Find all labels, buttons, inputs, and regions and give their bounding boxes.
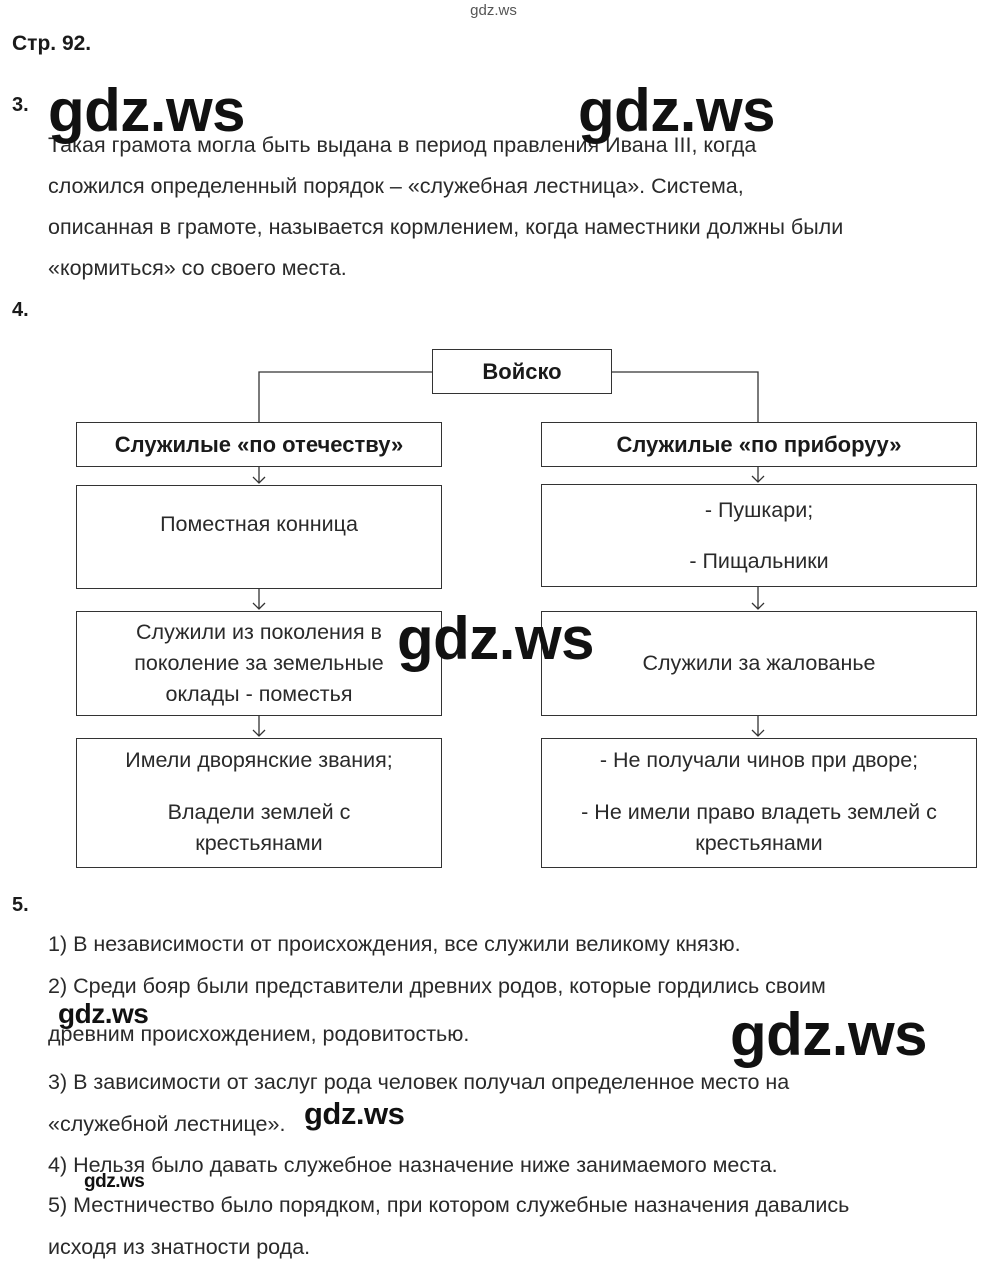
right-box-2 [541,611,977,716]
right-box-2-text: Служили за жалованье [642,651,876,675]
question-5-item: «служебной лестнице». [48,1112,286,1136]
left-box-2-line: Служили из поколения в [136,620,382,644]
right-box-1 [541,484,977,587]
right-header-box [541,422,977,467]
text-line: Такая грамота могла быть выдана в период правления Ивана III, когда [48,133,757,157]
left-box-3-line: крестьянами [195,831,323,855]
question-5-item: 4) Нельзя было давать служебное назначение ниже занимаемого места. [48,1153,778,1177]
watermark: gdz.ws [397,605,595,672]
left-box-1 [76,485,442,589]
connector-root-left [259,372,432,422]
question-5-item: исходя из знатности рода. [48,1235,311,1259]
question-5-item: 3) В зависимости от заслуг рода человек получал определенное место на [48,1070,790,1094]
left-box-2 [76,611,442,716]
text-line: сложился определенный порядок – «служебная лестница». Система, [48,174,744,198]
question-3-number: 3. [12,94,29,116]
question-5-item: 5) Местничество было порядком, при котором служебные назначения давались [48,1193,850,1217]
question-5-number: 5. [12,894,29,916]
right-box-1-line: - Пищальники [689,548,829,573]
left-header-box [76,422,442,467]
watermark: gdz.ws [304,1096,405,1131]
watermark: gdz.ws [48,77,246,144]
left-box-1-text: Поместная конница [160,512,358,536]
right-box-1-line: - Пушкари; [704,497,814,522]
watermark-top: gdz.ws [470,2,517,19]
left-box-2-line: оклады - поместья [165,682,353,706]
left-box-3-line: Имели дворянские звания; [125,748,393,772]
right-box-3-line: - Не получали чинов при дворе; [599,748,919,772]
left-header-label: Служилые «по отечеству» [114,431,404,457]
connector-root-right [612,372,758,422]
diagram-root-box [432,349,612,394]
text-line: «кормиться» со своего места. [48,256,347,280]
text-line: описанная в грамоте, называется кормлением, когда наместники должны были [48,215,844,239]
question-5-item: 2) Среди бояр были представители древних родов, которые гордились своим [48,974,826,998]
page-title: Стр. 92. [12,32,92,55]
left-box-3 [76,738,442,868]
question-5-item: 1) В независимости от происхождения, все служили великому князю. [48,932,741,956]
right-box-3-line: крестьянами [695,831,823,855]
left-box-3-line: Владели землей с [167,800,351,824]
watermark: gdz.ws [58,998,149,1029]
right-box-3-line: - Не имели право владеть землей с [581,800,937,824]
watermark: gdz.ws [730,1001,928,1068]
diagram-root-label: Войско [482,358,562,384]
right-header-label: Служилые «по приборуу» [616,431,902,457]
question-5-item: древним происхождением, родовитостью. [48,1022,470,1046]
watermark: gdz.ws [84,1171,145,1192]
question-4-number: 4. [12,299,29,321]
right-box-3 [541,738,977,868]
left-box-2-line: поколение за земельные [134,651,384,675]
watermark: gdz.ws [578,77,776,144]
